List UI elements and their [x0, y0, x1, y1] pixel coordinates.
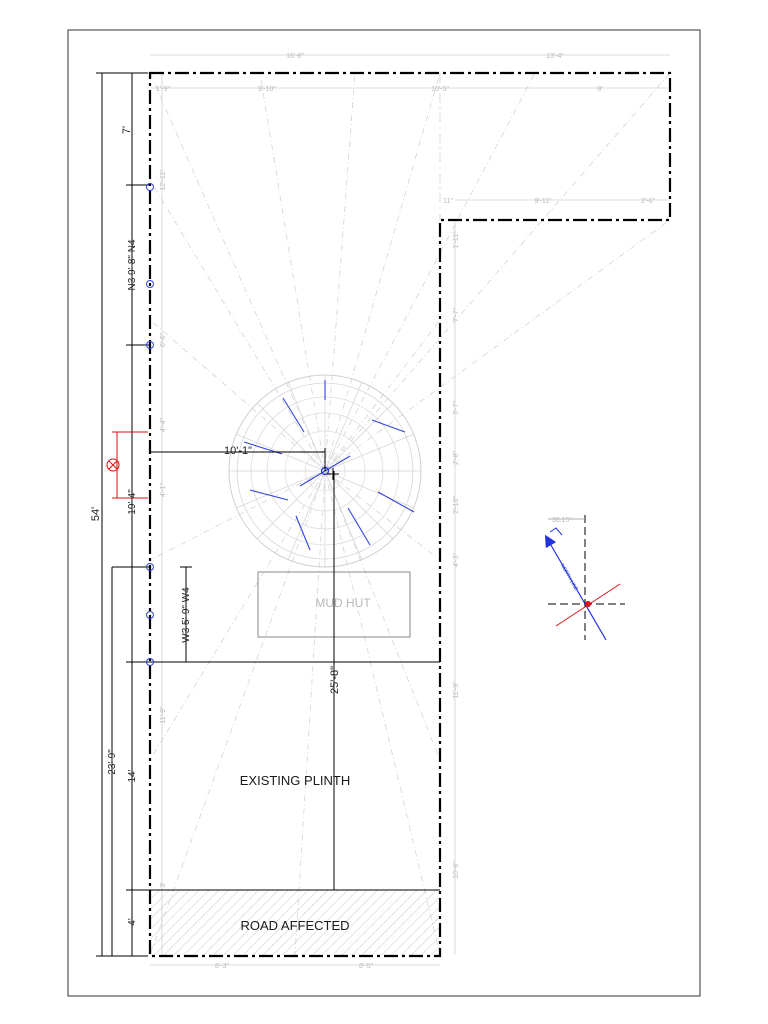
faint-bottom-seg2: 8'-5"	[359, 963, 373, 970]
dim-west-window: W3 5'-9" W4	[181, 587, 192, 643]
existing-plinth-label: EXISTING PLINTH	[239, 773, 351, 788]
faint-top-left-width: 16'-8"	[286, 53, 304, 60]
dim-left-lower: 23'-9"	[107, 749, 118, 775]
north-angle-label: 30.15°	[551, 517, 573, 524]
left-dimension-lines	[96, 73, 192, 956]
faint-right-seg4: 2'-8"	[453, 451, 460, 465]
faint-top-right-width: 13'-4"	[546, 53, 564, 60]
window-marker	[107, 432, 148, 498]
faint-right-seg6: 4'-3"	[453, 553, 460, 567]
faint-notch-seg2: 9'-11"	[534, 198, 552, 205]
north-arrow	[548, 515, 625, 640]
dim-left-road: 4'	[127, 918, 138, 926]
dim-north-door: N3 9'-8" N4	[127, 239, 138, 291]
dim-top-left: 7'	[121, 125, 133, 135]
road-affected-label: ROAD AFFECTED	[240, 918, 350, 933]
faint-left-seg3: 4'-4"	[160, 418, 167, 432]
faint-left-seg5: 11'-9"	[160, 706, 167, 724]
faint-right-seg5: 2'-10"	[453, 496, 460, 514]
faint-top-seg1: 1'-9"	[156, 86, 170, 93]
dim-overall-depth: 54'	[90, 506, 102, 522]
faint-left-seg2: 6'-6"	[160, 333, 167, 347]
faint-right-seg3: 3'-7"	[453, 401, 460, 415]
faint-left-seg6: 3'	[160, 882, 167, 888]
center-dimension-lines	[150, 448, 334, 890]
faint-right-seg8: 10'-6"	[453, 861, 460, 879]
faint-right-seg7: 11'-9"	[453, 681, 460, 699]
faint-right-seg1: 1'-11"	[453, 231, 460, 249]
plot-boundary	[150, 73, 670, 956]
faint-bottom-seg1: 8'-3"	[215, 963, 229, 970]
dim-center-depth: 25'-8"	[329, 665, 341, 695]
north-arrow-text: NORTH LINE	[558, 562, 580, 593]
mud-hut-label: MUD HUT	[315, 596, 371, 610]
dim-left-plinth: 14'	[127, 769, 138, 783]
dim-window-vertical: 19'-4"	[127, 489, 138, 515]
dim-center-offset: 10'-1"	[223, 445, 253, 457]
faint-top-seg3: 10'-5"	[431, 86, 449, 93]
radial-grid	[150, 73, 670, 955]
faint-left-seg1: 12'-11"	[160, 169, 167, 191]
faint-notch-seg1: 11"	[443, 198, 453, 205]
faint-top-seg2: 9'-10"	[258, 86, 276, 93]
faint-left-seg4: 4'-1"	[160, 483, 167, 497]
faint-top-seg4: 8'	[597, 86, 603, 93]
faint-right-seg2: 7'-7"	[453, 308, 460, 322]
faint-notch-seg3: 2'-6"	[641, 198, 655, 205]
